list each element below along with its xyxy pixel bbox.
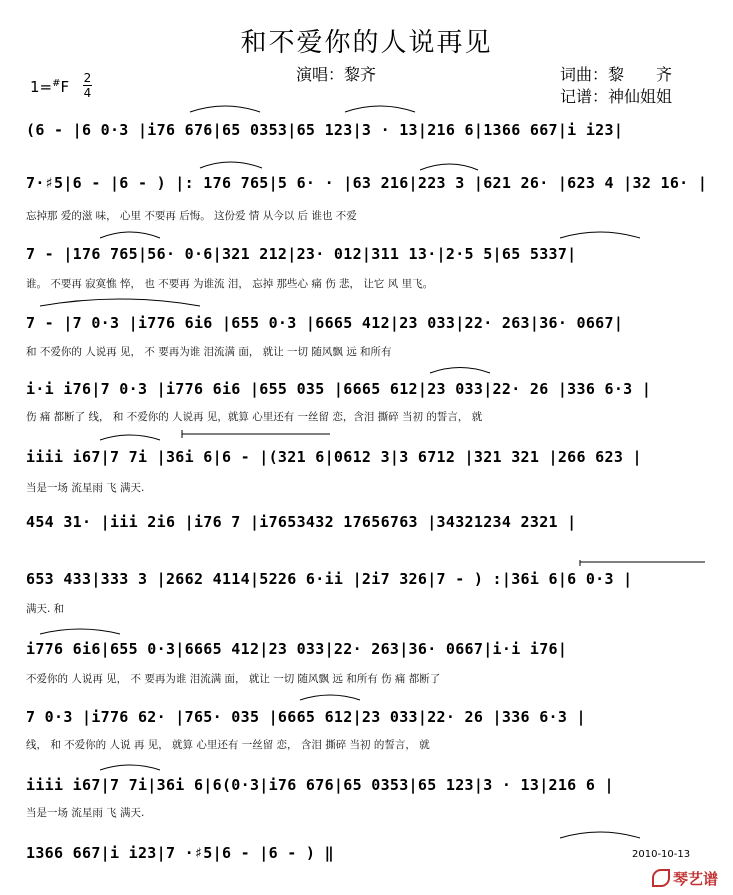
composer-credit: 词曲：黎 齐 [560, 65, 673, 84]
lyrics-line-10: 线， 和 不爱你的 人说 再 见， 就算 心里还有 一丝留 恋， 含泪 撕碎 当初 的誓言， 就 [26, 739, 430, 751]
score-line-9: i776 6i6|655 0·3|6665 412|23 033|22· 263|36· 0667|i·i i76| [26, 640, 568, 658]
lyrics-line-6: 当是一场 流星雨 飞 满天. [26, 482, 145, 494]
score-line-6: iiii i67|7 7i |36i 6|6 - |(321 6|0612 3|3 6712 |321 321 |266 623 | [26, 448, 642, 466]
singer-credit: 演唱：黎齐 [296, 65, 377, 84]
score-line-10: 7 0·3 |i776 62· |765· 035 |6665 612|23 033|22· 26 |336 6·3 | [26, 708, 586, 726]
score-line-5: i·i i76|7 0·3 |i776 6i6 |655 035 |6665 612|23 033|22· 26 |336 6·3 | [26, 380, 652, 398]
score-line-8: 653 433|333 3 |2662 4114|5226 6·ii |2i7 326|7 - ) :|36i 6|6 0·3 | [26, 570, 633, 588]
time-top: 2 [83, 71, 92, 85]
logo-icon [652, 869, 670, 887]
score-line-1: (6 - |6 0·3 |i76 676|65 0353|65 123|3 · 13|216 6|1366 667|i i23| [26, 121, 624, 139]
score-line-4: 7 - |7 0·3 |i776 6i6 |655 0·3 |6665 412|23 033|22· 263|36· 0667| [26, 314, 624, 332]
lyrics-line-4: 和 不爱你的 人说再 见， 不 要再为谁 泪流满 面， 就让 一切 随风飘 远 和所有 [26, 346, 392, 358]
site-watermark [652, 868, 718, 889]
score-line-2: 7·♯5|6 - |6 - ) |: 176 765|5 6· · |63 216|223 3 |621 26· |623 4 |32 16· | [26, 174, 708, 192]
transcription-date: 2010-10-13 [632, 849, 691, 860]
page-title: 和不爱你的人说再见 [240, 28, 493, 58]
lyrics-line-9: 不爱你的 人说再 见， 不 要再为谁 泪流满 面， 就让 一切 随风飘 远 和所有 伤 痛 都断了 [26, 673, 441, 685]
watermark-text: 琴艺谱 [673, 870, 719, 888]
lyrics-line-8: 满天. 和 [26, 603, 65, 615]
score-line-7: 454 31· |iii 2i6 |i76 7 |i7653432 17656763 |34321234 2321 | [26, 513, 577, 531]
score-line-12: 1366 667|i i23|7 ·♯5|6 - |6 - ) ‖ [26, 844, 334, 862]
lyrics-line-3: 谁。 不要再 寂寞憔 悴， 也 不要再 为谁流 泪， 忘掉 那些心 痛 伤 悲， 让它 风 里飞。 [26, 278, 434, 290]
lyrics-line-5: 伤 痛 都断了 线， 和 不爱你的 人说再 见，就算 心里还有 一丝留 恋，含泪 撕碎 当初 的誓言， 就 [26, 411, 483, 423]
key-note: F [60, 78, 70, 96]
score-line-11: iiii i67|7 7i|36i 6|6(0·3|i76 676|65 0353|65 123|3 · 13|216 6 | [26, 776, 614, 794]
lyrics-line-11: 当是一场 流星雨 飞 满天. [26, 807, 145, 819]
time-bottom: 4 [83, 86, 92, 100]
transcriber-credit: 记谱：神仙姐姐 [560, 87, 673, 106]
score-line-3: 7 - |176 765|56· 0·6|321 212|23· 012|311 13·|2·5 5|65 5337| [26, 245, 577, 263]
key-label: 1= [30, 78, 53, 96]
lyrics-line-2: 忘掉那 爱的滋 味， 心里 不要再 后悔。 这份爱 情 从今以 后 谁也 不爱 [26, 210, 357, 222]
key-sharp: # [52, 78, 61, 89]
